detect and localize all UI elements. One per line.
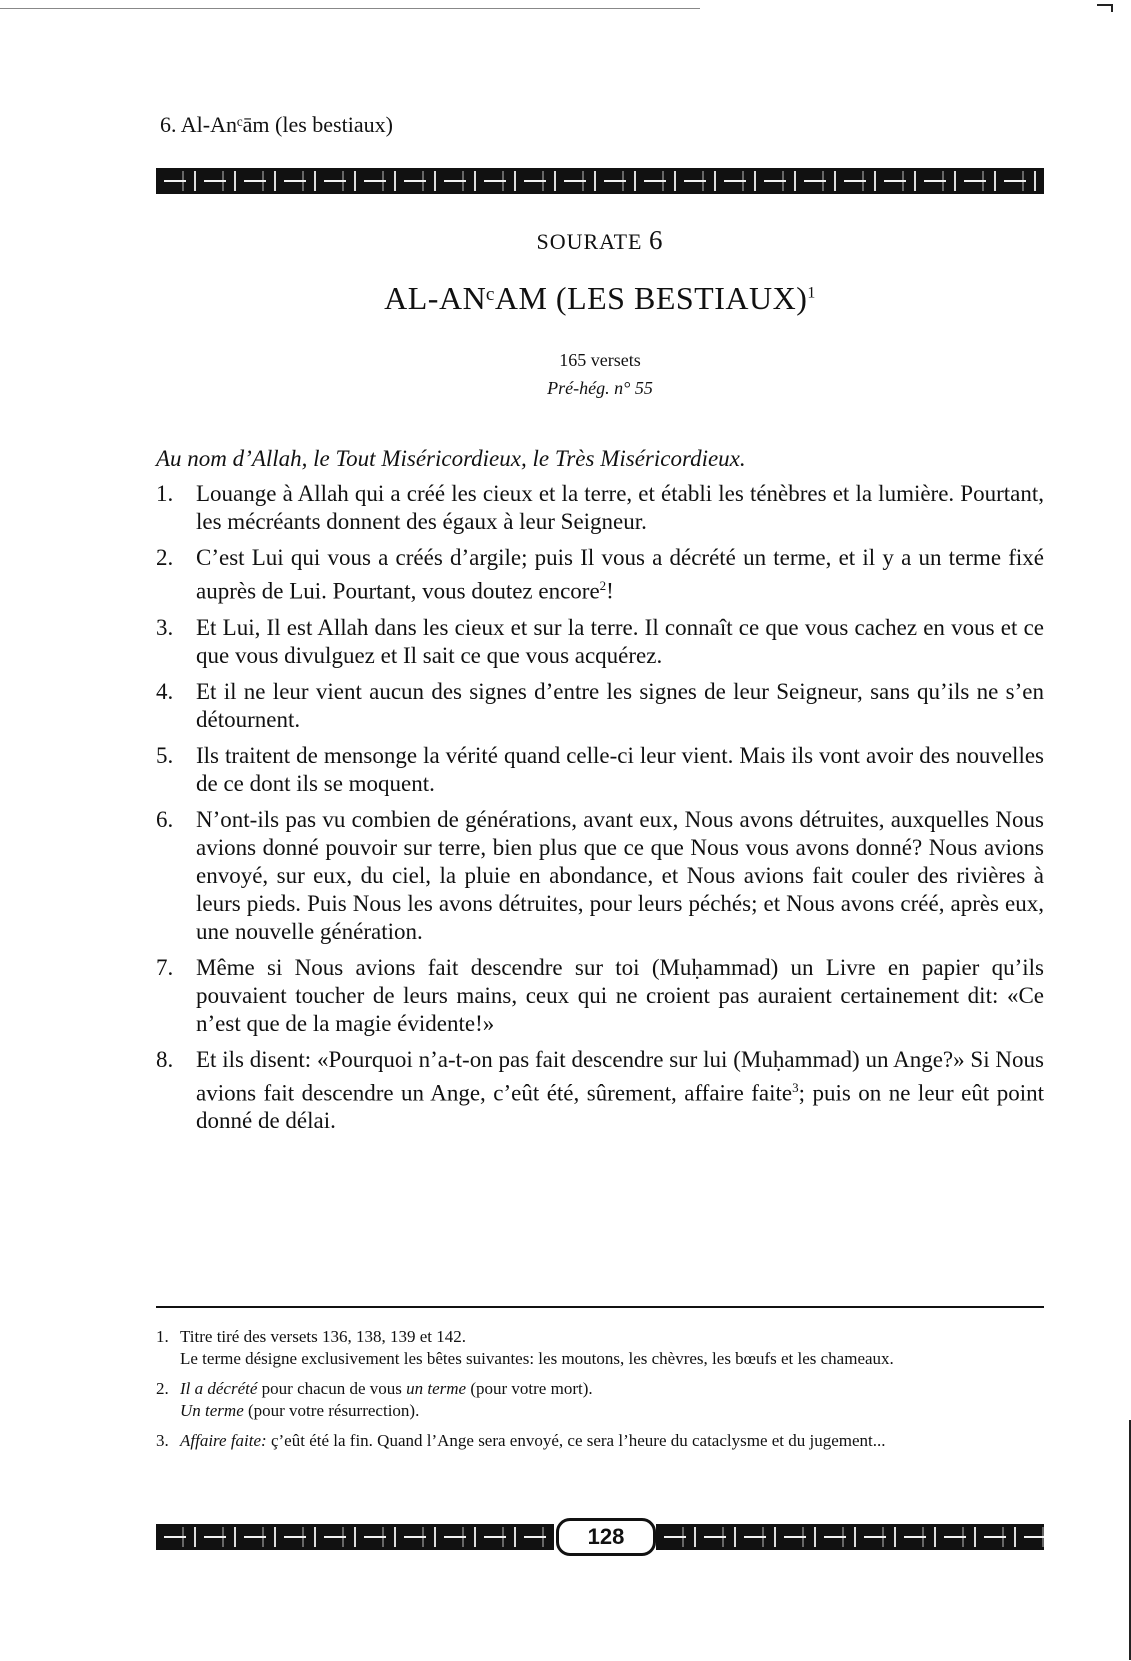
footnote-body [180,1378,1044,1422]
verse-number: 1. [156,481,174,506]
footnote-separator [156,1306,1044,1308]
footnote-1 [156,1326,1044,1370]
title-footnote-ref: 1 [807,284,816,302]
footnote-text: pour chacun de vous [257,1379,407,1398]
sourate-label [156,225,1044,256]
footnote-line: Le terme désigne exclusivement les bêtes suivantes: les moutons, les chèvres, les bœufs et les chameaux. [180,1349,894,1368]
footnote-line: Titre tiré des versets 136, 138, 139 et 142. [180,1327,466,1346]
verse-6 [156,806,1044,946]
verse-number: 5. [156,742,174,768]
verse-5 [156,742,1044,798]
scan-top-line [0,8,700,9]
footnote-number: 2. [156,1379,169,1398]
footnote-italic: Un terme [180,1401,244,1420]
verse-text-body: Et ils disent: «Pourquoi n’a-t-on pas fait descendre sur lui (Muḥammad) un Ange?» Si Nous avions fait descendre un Ange, c’eût été, sûrement, affaire faite [196,1046,1044,1106]
verse-number: 4. [156,678,174,704]
ornamental-band-bottom-left [156,1524,554,1550]
footnote-italic: Affaire faite: [180,1431,267,1450]
verse-text-tail: ! [606,578,614,604]
ornamental-band-top [156,168,1044,194]
verse-text: Même si Nous avions fait descendre sur toi (Muḥammad) un Livre en papier qu’ils pouvaient toucher de leurs mains, ceux qui ne croient pas auraient certainement dit: «Ce n’est que de la magie évidente!» [196,954,1044,1036]
verse-text-tail: ; puis on ne leur eût point donné de délai. [196,1080,1044,1134]
footnote-number: 3. [156,1431,169,1450]
verse-4 [156,678,1044,734]
footnote-list [156,1326,1044,1460]
verse-1 [156,480,1044,536]
sourate-title-text: AL-ANᶜAM (LES BESTIAUX) [384,280,808,316]
ornamental-band-bottom-right [656,1524,1044,1550]
sourate-number: 6 [649,225,664,255]
verse-number: 6. [156,806,174,832]
footnote-body [180,1326,1044,1370]
footnote-body [180,1430,1044,1452]
verse-text: Et Lui, Il est Allah dans les cieux et sur la terre. Il connaît ce que vous cachez en vous et ce que vous divulguez et Il sait ce que vous acquérez. [196,614,1044,668]
verse-number: 2. [156,545,174,570]
footnote-ref: 2 [599,578,607,593]
verse-8 [156,1046,1044,1136]
footnote-2 [156,1378,1044,1422]
verse-text [196,1046,1044,1136]
verse-2 [156,544,1044,606]
scan-corner-mark [1097,4,1113,12]
footnote-text: ç’eût été la fin. Quand l’Ange sera envoyé, ce sera l’heure du cataclysme et du jugement... [266,1431,886,1450]
sourate-title [156,280,1044,317]
revelation-order: Pré-hég. n° 55 [547,378,653,398]
footnote-line [180,1400,1044,1422]
verse-count: 165 versets [559,350,641,370]
running-head: 6. Al-Anᶜām (les bestiaux) [160,112,393,137]
footnote-number: 1. [156,1327,169,1346]
footnote-ref: 3 [792,1079,799,1095]
verse-3 [156,614,1044,670]
footnote-text: (pour votre résurrection). [243,1401,420,1420]
verse-number: 3. [156,614,174,640]
footnote-italic: Il a décrété [180,1379,258,1398]
verse-number: 7. [156,954,174,980]
footnote-italic: un terme [406,1379,467,1398]
footnote-3 [156,1430,1044,1452]
verse-text: Ils traitent de mensonge la vérité quand celle-ci leur vient. Mais ils vont avoir des nouvelles de ce dont ils se moquent. [196,742,1044,796]
sourate-label-text: SOURATE [536,229,643,254]
verse-text-body: C’est Lui qui vous a créés d’argile; puis Il vous a décrété un terme, et il y a un terme fixé auprès de Lui. Pourtant, vous doutez encore [196,545,1044,604]
verse-text [196,544,1044,606]
verse-text: Louange à Allah qui a créé les cieux et la terre, et établi les ténèbres et la lumière. Pourtant, les mécréants donnent des égaux à leur Seigneur. [196,481,1044,534]
verse-7 [156,954,1044,1038]
verse-text: Et il ne leur vient aucun des signes d’entre les signes de leur Seigneur, sans qu’ils ne s’en détournent. [196,678,1044,732]
page-number: 128 [556,1518,656,1556]
verse-text: N’ont-ils pas vu combien de générations, avant eux, Nous avons détruites, auxquelles Nous avions donné pouvoir sur terre, bien plus que ce que Nous vous avons donné? Nous avions envoyé, sur eux, du ciel, la pluie en abondance, et Nous avions fait couler des rivières à leurs pieds. Puis Nous les avons détruites, pour leurs péchés; et Nous avons créé, après eux, une nouvelle génération. [196,806,1044,944]
footnote-line [180,1378,1044,1400]
footnote-text: (pour votre mort). [466,1379,593,1398]
verse-list [156,480,1044,1143]
invocation: Au nom d’Allah, le Tout Miséricordieux, le Très Miséricordieux. [156,446,746,471]
verse-number: 8. [156,1046,174,1072]
